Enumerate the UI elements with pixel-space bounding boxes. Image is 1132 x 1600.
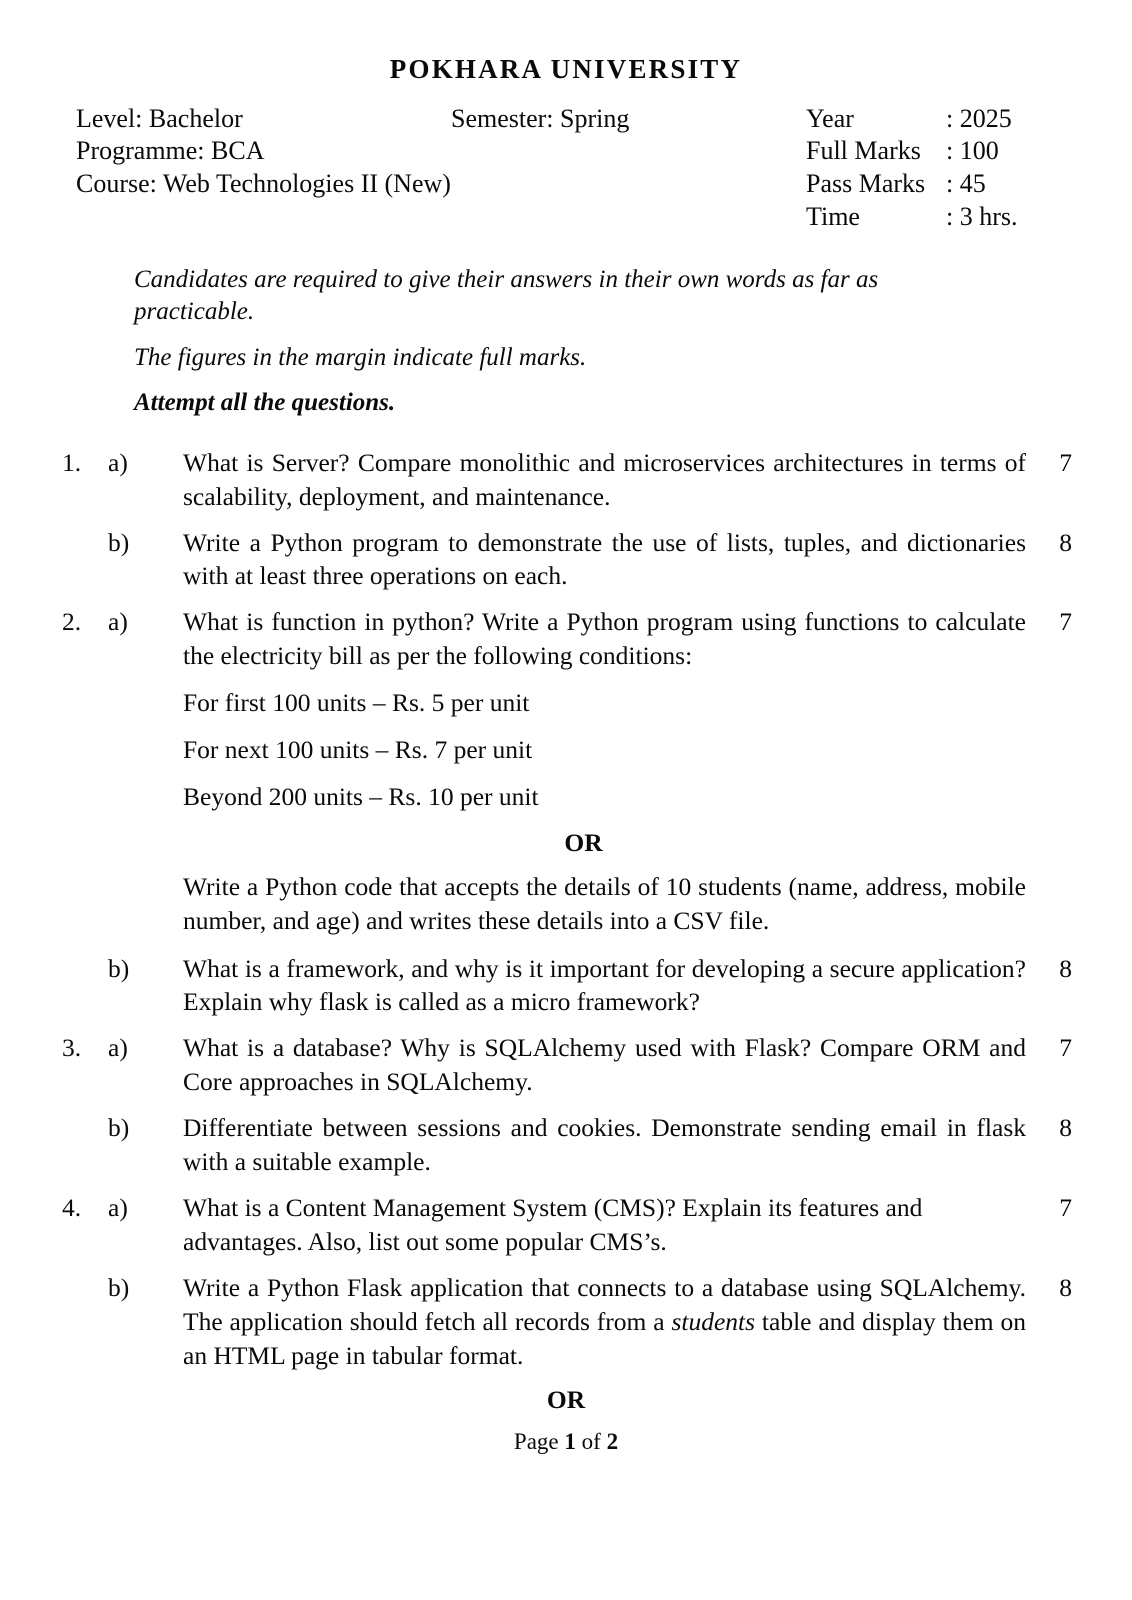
question-part-letter: b) — [108, 1272, 130, 1302]
question-number: 1. — [62, 447, 82, 477]
question-marks: 7 — [1059, 1193, 1072, 1222]
university-title: POKHARA UNIVERSITY — [389, 54, 743, 84]
question-body — [183, 605, 1026, 937]
question-body — [183, 1191, 1026, 1259]
question-item — [62, 1271, 1072, 1373]
time-field — [806, 201, 1070, 234]
year-field — [806, 103, 1070, 136]
question-text-segment: Write a Python Flask application that connects to a database using SQLAlchemy. The application should fetch all records from a — [183, 1272, 1026, 1336]
question-item — [62, 1111, 1072, 1179]
pass-marks-label: Pass Marks — [806, 169, 926, 199]
question-text: What is a framework, and why is it important for developing a secure application? Explain why flask is called as a micro framework? — [183, 953, 1026, 1017]
course-label: Course: Web Technologies II (New) — [76, 169, 451, 199]
question-body — [183, 952, 1026, 1020]
question-item — [62, 1031, 1072, 1099]
time-label: Time — [806, 201, 860, 231]
question-condition-line: For first 100 units – Rs. 5 per unit — [183, 688, 530, 718]
instruction-line-1: Candidates are required to give their answers in their own words as far as practicable. — [134, 265, 879, 326]
full-marks-label: Full Marks — [806, 136, 921, 166]
level-label: Level: Bachelor — [76, 103, 243, 133]
question-marks: 8 — [1059, 1272, 1072, 1302]
question-body — [183, 1031, 1026, 1099]
question-item — [62, 952, 1072, 1020]
question-marks: 8 — [1059, 1113, 1072, 1143]
question-alternative-text: Write a Python code that accepts the details of 10 students (name, address, mobile number, and age) and writes these details into a CSV file. — [183, 871, 1026, 935]
question-text-segment: table and display them on an HTML page in tabular format. — [183, 1306, 1026, 1370]
instruction-line-3: Attempt all the questions. — [134, 389, 396, 417]
question-marks: 8 — [1059, 527, 1072, 557]
metadata-row-1 — [76, 103, 1070, 136]
question-number: 2. — [62, 607, 82, 637]
question-text: What is function in python? Write a Python program using functions to calculate the electricity bill as per the following conditions: — [183, 607, 1026, 671]
question-number: 4. — [62, 1193, 82, 1222]
full-marks-value: : 100 — [946, 136, 999, 166]
full-marks-field — [806, 135, 1070, 168]
metadata-row-3 — [76, 168, 1070, 201]
or-separator: OR — [564, 827, 603, 857]
question-text: What is a Content Management System (CMS)? Explain its features and advantages. Also, list out some popular CMS’s. — [183, 1193, 923, 1256]
question-item — [62, 446, 1072, 514]
question-marks: 7 — [1059, 447, 1072, 477]
page-current-number: 1 — [564, 1428, 576, 1454]
question-part-letter: b) — [108, 527, 130, 557]
footer-or-separator: OR — [546, 1384, 586, 1414]
instruction-line-2: The figures in the margin indicate full marks. — [134, 343, 587, 371]
question-number: 3. — [62, 1033, 82, 1063]
question-part-letter: a) — [108, 1193, 128, 1222]
question-part-letter: a) — [108, 447, 128, 477]
question-body — [183, 526, 1026, 594]
question-item — [62, 1191, 1072, 1259]
pass-marks-value: : 45 — [946, 169, 986, 199]
question-text — [183, 1271, 1026, 1373]
page-middle-label: of — [575, 1428, 607, 1454]
exam-metadata-block — [0, 103, 1132, 234]
question-item — [62, 605, 1072, 937]
question-item — [62, 526, 1072, 594]
metadata-row-2 — [76, 135, 1070, 168]
question-condition-line: Beyond 200 units – Rs. 10 per unit — [183, 781, 539, 811]
semester-label: Semester: Spring — [451, 103, 630, 133]
page-prefix-label: Page — [513, 1428, 565, 1454]
question-body — [183, 1111, 1026, 1179]
question-condition-line: For next 100 units – Rs. 7 per unit — [183, 735, 533, 765]
page-number-footer — [0, 1429, 1132, 1455]
question-text: What is a database? Why is SQLAlchemy used with Flask? Compare ORM and Core approaches in SQLAlchemy. — [183, 1033, 1026, 1097]
metadata-row-4 — [76, 201, 1070, 234]
question-part-letter: b) — [108, 953, 130, 983]
instructions-block — [0, 264, 1132, 420]
question-text-emphasis: students — [671, 1306, 756, 1336]
pass-marks-field — [806, 168, 1070, 201]
questions-list — [0, 446, 1132, 1373]
question-marks: 8 — [1059, 953, 1072, 983]
question-body — [183, 1271, 1026, 1373]
question-marks: 7 — [1059, 1033, 1072, 1063]
year-label: Year — [806, 103, 854, 133]
year-value: : 2025 — [946, 103, 1012, 133]
question-body — [183, 446, 1026, 514]
page-total-number: 2 — [606, 1428, 619, 1454]
question-part-letter: a) — [108, 1033, 128, 1063]
question-text: What is Server? Compare monolithic and microservices architectures in terms of scalability, deployment, and maintenance. — [183, 447, 1026, 511]
question-marks: 7 — [1059, 607, 1072, 637]
programme-label: Programme: BCA — [76, 136, 265, 166]
question-part-letter: a) — [108, 607, 128, 637]
question-text: Write a Python program to demonstrate the use of lists, tuples, and dictionaries with at least three operations on each. — [183, 527, 1026, 591]
question-part-letter: b) — [108, 1113, 130, 1143]
time-value: : 3 hrs. — [946, 201, 1018, 231]
question-text: Differentiate between sessions and cookies. Demonstrate sending email in flask with a suitable example. — [183, 1113, 1026, 1177]
